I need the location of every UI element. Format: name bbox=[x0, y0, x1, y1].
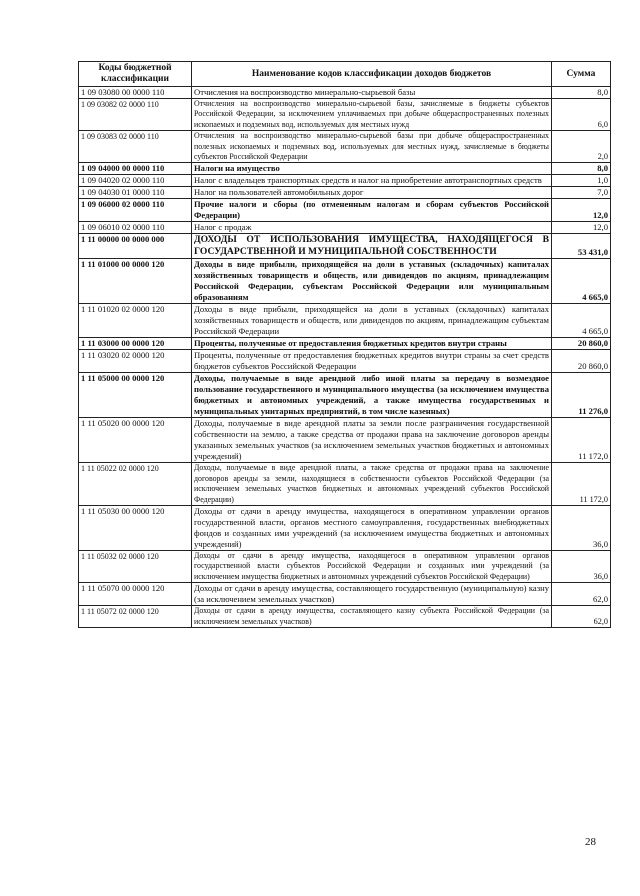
row-code: 1 11 05020 00 0000 120 bbox=[79, 418, 192, 463]
row-sum: 20 860,0 bbox=[552, 338, 611, 350]
row-name: Проценты, полученные от предоставления бюджетных кредитов внутри страны за счет средств бюджетов субъектов Российской Федерации bbox=[192, 350, 552, 373]
table-row bbox=[79, 187, 611, 199]
table-row bbox=[79, 99, 611, 131]
row-sum: 36,0 bbox=[552, 551, 611, 583]
header-sum: Сумма bbox=[552, 62, 611, 87]
row-name: ДОХОДЫ ОТ ИСПОЛЬЗОВАНИЯ ИМУЩЕСТВА, НАХОДЯЩЕГОСЯ В ГОСУДАРСТВЕННОЙ И МУНИЦИПАЛЬНОЙ СОБСТВЕННОСТИ bbox=[192, 234, 552, 259]
table-row bbox=[79, 222, 611, 234]
table-row bbox=[79, 418, 611, 463]
row-code: 1 11 05030 00 0000 120 bbox=[79, 506, 192, 551]
row-sum: 12,0 bbox=[552, 222, 611, 234]
table-row bbox=[79, 373, 611, 418]
table-row bbox=[79, 551, 611, 583]
row-name: Отчисления на воспроизводство минерально-сырьевой базы, зачисляемые в бюджеты субъектов Российской Федерации, за исключением уплачиваемых при добыче общераспространенных полезных ископаемых и подземных вод, используемых для местных нужд bbox=[192, 99, 552, 131]
table-row bbox=[79, 583, 611, 606]
table-row bbox=[79, 463, 611, 506]
table-row bbox=[79, 338, 611, 350]
table-row bbox=[79, 606, 611, 628]
row-name: Доходы, получаемые в виде арендной платы, а также средства от продажи права на заключение договоров аренды за земли, находящиеся в собственности субъектов Российской Федерации (за исключением земельных участков бюджетных и автономных учреждений субъектов Российской Федерации) bbox=[192, 463, 552, 506]
row-sum: 36,0 bbox=[552, 506, 611, 551]
row-sum: 11 172,0 bbox=[552, 463, 611, 506]
row-code: 1 09 03083 02 0000 110 bbox=[79, 131, 192, 163]
table-row bbox=[79, 87, 611, 99]
row-code: 1 09 04000 00 0000 110 bbox=[79, 163, 192, 175]
row-name: Налог на пользователей автомобильных дорог bbox=[192, 187, 552, 199]
row-code: 1 11 00000 00 0000 000 bbox=[79, 234, 192, 259]
row-name: Доходы от сдачи в аренду имущества, находящегося в оперативном управлении органов государственной власти, органов местного самоуправления, государственных внебюджетных фондов и созданных ими учреждений (за исключением имущества бюджетных и автономных учреждений) bbox=[192, 506, 552, 551]
budget-revenue-table bbox=[78, 61, 611, 628]
row-name: Доходы, получаемые в виде арендной либо иной платы за передачу в возмездное пользование государственного и муниципального имущества (за исключением имущества бюджетных и автономных учреждений, а также имущества государственных и муниципальных унитарных предприятий, в том числе казенных) bbox=[192, 373, 552, 418]
row-name: Доходы в виде прибыли, приходящейся на доли в уставных (складочных) капиталах хозяйственных товариществ и обществ, или дивидендов по акциям, принадлежащим Российской Федерации, субъектам Российской Федерации или муниципальным образованиям bbox=[192, 259, 552, 304]
row-code: 1 11 03020 02 0000 120 bbox=[79, 350, 192, 373]
table-header-row bbox=[79, 62, 611, 87]
row-sum: 6,0 bbox=[552, 99, 611, 131]
row-name: Доходы от сдачи в аренду имущества, составляющего государственную (муниципальную) казну (за исключением земельных участков) bbox=[192, 583, 552, 606]
row-sum: 12,0 bbox=[552, 199, 611, 222]
table-row bbox=[79, 506, 611, 551]
table-row bbox=[79, 175, 611, 187]
row-sum: 62,0 bbox=[552, 606, 611, 628]
row-name: Доходы, получаемые в виде арендной платы за земли после разграничения государственной собственности на землю, а также средства от продажи права на заключение договоров аренды указанных земельных участков (за исключением земельных участков бюджетных и автономных учреждений) bbox=[192, 418, 552, 463]
row-code: 1 09 06000 02 0000 110 bbox=[79, 199, 192, 222]
row-code: 1 11 05032 02 0000 120 bbox=[79, 551, 192, 583]
row-sum: 7,0 bbox=[552, 187, 611, 199]
row-code: 1 11 01000 00 0000 120 bbox=[79, 259, 192, 304]
row-sum: 53 431,0 bbox=[552, 234, 611, 259]
row-code: 1 09 04030 01 0000 110 bbox=[79, 187, 192, 199]
row-sum: 20 860,0 bbox=[552, 350, 611, 373]
row-code: 1 11 01020 02 0000 120 bbox=[79, 304, 192, 338]
row-code: 1 09 06010 02 0000 110 bbox=[79, 222, 192, 234]
row-name: Отчисления на воспроизводство минерально-сырьевой базы bbox=[192, 87, 552, 99]
row-code: 1 09 03082 02 0000 110 bbox=[79, 99, 192, 131]
row-sum: 4 665,0 bbox=[552, 304, 611, 338]
row-code: 1 11 05072 02 0000 120 bbox=[79, 606, 192, 628]
row-name: Налог с владельцев транспортных средств и налог на приобретение автотранспортных средств bbox=[192, 175, 552, 187]
row-name: Проценты, полученные от предоставления бюджетных кредитов внутри страны bbox=[192, 338, 552, 350]
row-sum: 8,0 bbox=[552, 163, 611, 175]
row-sum: 1,0 bbox=[552, 175, 611, 187]
row-name: Налоги на имущество bbox=[192, 163, 552, 175]
row-name: Отчисления на воспроизводство минерально-сырьевой базы при добыче общераспространенных полезных ископаемых и подземных вод, используемых для местных нужд, зачисляемые в бюджеты субъектов Российской Федерации bbox=[192, 131, 552, 163]
page-number: 28 bbox=[585, 836, 596, 848]
row-sum: 11 276,0 bbox=[552, 373, 611, 418]
table-row bbox=[79, 163, 611, 175]
row-name: Прочие налоги и сборы (по отмененным налогам и сборам субъектов Российской Федерации) bbox=[192, 199, 552, 222]
row-name: Доходы в виде прибыли, приходящейся на доли в уставных (складочных) капиталах хозяйственных товариществ и обществ, или дивидендов по акциям, принадлежащим субъектам Российской Федерации bbox=[192, 304, 552, 338]
row-code: 1 11 05000 00 0000 120 bbox=[79, 373, 192, 418]
row-sum: 11 172,0 bbox=[552, 418, 611, 463]
row-code: 1 11 03000 00 0000 120 bbox=[79, 338, 192, 350]
row-sum: 4 665,0 bbox=[552, 259, 611, 304]
table-row bbox=[79, 199, 611, 222]
row-sum: 8,0 bbox=[552, 87, 611, 99]
table-row bbox=[79, 234, 611, 259]
row-sum: 62,0 bbox=[552, 583, 611, 606]
table-row bbox=[79, 304, 611, 338]
row-code: 1 11 05070 00 0000 120 bbox=[79, 583, 192, 606]
header-name: Наименование кодов классификации доходов бюджетов bbox=[192, 62, 552, 87]
row-name: Доходы от сдачи в аренду имущества, находящегося в оперативном управлении органов государственной власти субъектов Российской Федерации и созданных ими учреждений (за исключением имущества бюджетных и автономных учреждений субъектов Российской Федерации) bbox=[192, 551, 552, 583]
row-code: 1 09 04020 02 0000 110 bbox=[79, 175, 192, 187]
row-name: Налог с продаж bbox=[192, 222, 552, 234]
header-code: Коды бюджетной классификации bbox=[79, 62, 192, 87]
row-name: Доходы от сдачи в аренду имущества, составляющего казну субъекта Российской Федерации (за исключением земельных участков) bbox=[192, 606, 552, 628]
table-row bbox=[79, 350, 611, 373]
row-code: 1 09 03080 00 0000 110 bbox=[79, 87, 192, 99]
table-row bbox=[79, 131, 611, 163]
table-row bbox=[79, 259, 611, 304]
row-code: 1 11 05022 02 0000 120 bbox=[79, 463, 192, 506]
table-body bbox=[79, 87, 611, 628]
row-sum: 2,0 bbox=[552, 131, 611, 163]
